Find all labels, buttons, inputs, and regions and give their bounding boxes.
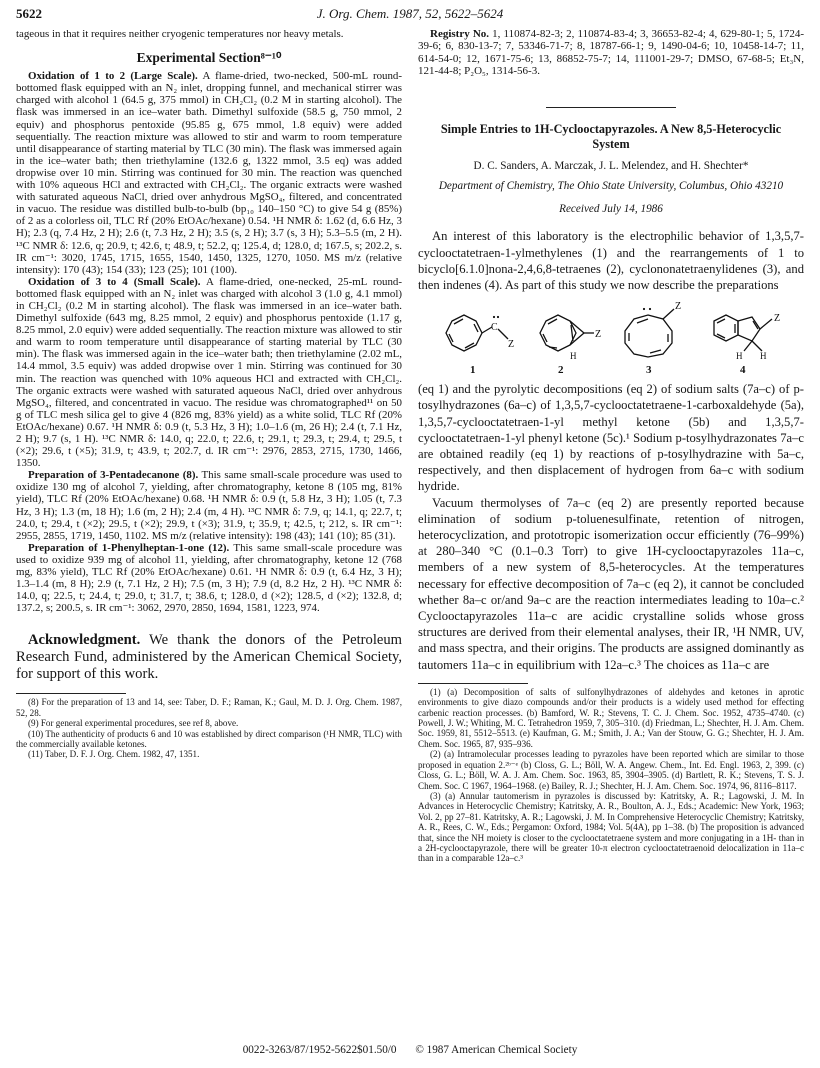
atom-z: Z [774,313,781,325]
acknowledgment-text: We thank the donors of the Petroleum Research Fund, administered by the American Chemical Society, for support of this work. [16,632,402,683]
footnote: (10) The authenticity of products 6 and 10 was established by direct comparison (¹H NMR, TLC) with the commercially available ketones. [16,728,402,750]
acknowledgment-title: Acknowledgment. [28,632,141,649]
atom-z: Z [508,339,515,351]
article-code: 0022-3263/87/1952-5622$01.50/0 [242,1044,397,1056]
article-divider [546,107,676,108]
registry-text: 1, 110874-82-3; 2, 110874-83-4; 3, 36653-82-4; 4, 629-80-1; 5, 1724-39-6; 6, 830-13-7; 7, 53346-71-7; 8, 18787-66-1; 9, 1490-04-6; 10, 10458-14-7; 11, 614-54-0; 12, 1671-75-6; 13, 86852-75-7; 14, 111001-29-7; DMSO, 67-68-5; Et₃N, 121-44-8; P₂O₅, 1314-56-3. [418,28,804,77]
procedure-text: A flame-dried, one-necked, 25-mL round-bottomed flask equipped with an N₂ inlet was charged with alcohol 3 (1.0 g, 4.1 mmol) in CH₂Cl₂ (0.2 M in starting alcohol). The flask was immersed in an ice–water bath. Dimethyl sulfoxide (643 mg, 8.25 mmol, 2 equiv) and phosphorus pentoxide (1.17 g, 8.25 mmol, 2.0 equiv) were added sequentially. The reaction mixture was allowed to stir and warm to room temperature until disappearance of starting material by TLC (30 min). The flask was immersed again in the ice–water bath; then triethylamine (2.02 mL, 14.4 mmol, 3.5 equiv) was added dropwise over 1 min. Stirring was continued for 30 min. The reaction was quenched with 10% aqueous HCl and extracted with CH₂Cl₂. The organic extracts were washed with saturated aqueous NaCl, dried over anhydrous MgSO₄, filtered, and concentrated in vacuo. The residue was chromatographed¹¹ on 50 g of TLC mesh silica gel to give 4 (826 mg, 83% yield) as a white solid, TLC Rf (20% EtOAc/hexane) 0.67. ¹H NMR δ: 0.9 (t, 5.3 Hz, 3 H); 1.0–1.6 (m, 26 H); 2.4 (t, 7.1 Hz, 2 H); 9.7 (s, 1 H). ¹³C NMR δ: 14.0, q; 22.0, t; 22.6, t; 29.1, t; 29.3, t; 29.4, t; 29.5, t (×2); 29.6, t (×5); 31.9, t; 43.9, t; 202.7, d. IR cm⁻¹: 2976, 2853, 2715, 1730, 1466, 1350. [16,275,402,470]
acknowledgment [16,632,402,683]
structure-1 [446,315,514,351]
footnote: (8) For the preparation of 13 and 14, see: Taber, D. F.; Raman, K.; Gaul, M. D. J. Org. Chem. 1987, 52, 28. [16,697,402,718]
atom-z: Z [595,329,602,341]
atom-h: H [760,351,767,362]
procedure-text: This same small-scale procedure was used to oxidize 939 mg of alcohol 11, yielding, after chromatography, ketone 12 (768 mg, 83% yield), TLC Rf (20% EtOAc/hexane) 0.61. ¹H NMR δ: 0.9 (t, 6.4 Hz, 3 H); 1.3–1.4 (m, 8 H); 2.9 (t, 7.1 Hz, 2 H); 7.5 (m, 3 H); 7.9 (d, 8.2 Hz, 2 H). ¹³C NMR δ: 14.0, q; 22.5, t; 24.4, t; 29.0, t; 31.7, t; 38.6, t; 128.0, d (×2); 128.5, d (×2); 132.8, d; 137.2, s; 200.5, s. IR cm⁻¹: 3062, 2970, 2850, 1694, 1581, 1223, 974. [16,541,402,615]
structure-label: 2 [558,364,564,377]
procedure-text: This same small-scale procedure was used to oxidize 130 mg of alcohol 7, yielding, after chromatography, ketone 8 (105 mg, 81% yield), TLC Rf (20% EtOAc/hexane) 0.68. ¹H NMR δ: 0.9 (t, 5.8 Hz, 3 H); 1.05 (t, 7.3 Hz, 3 H); 1.3 (m, 18 H); 1.6 (m, 2 H); 2.4 (m, 4 H). ¹³C NMR δ: 7.9, q; 14.1, q; 22.7, t; 24.0, t; 29.4, t (×2); 29.5, t (×2); 29.9, t (×3); 31.9, t; 35.9, t; 42.5, t; 212, s. IR cm⁻¹: 2955, 2855, 1719, 1450, 1102. MS m/z (relative intensity): 198 (43); 141 (10); 85 (31). [16,469,402,542]
footnote-divider [16,693,126,694]
structure-label: 3 [646,364,652,377]
registry-numbers [418,28,804,77]
footnote: (2) (a) Intramolecular processes leading to pyrazoles have been reported which are similar to those proposed in equation 2.²ᵇ⁻ᵉ (b) Closs, G. L.; Böll, W. A. Angew. Chem., Int. Ed. Engl. 1963, 2, 399. (c) Closs, G. L.; Böll, W. A. J. Am. Chem. Soc. 1963, 85, 3904–3905. (d) Bartlett, R. K.; Stevens, T. S. J. Chem. Soc. C 1967, 1964–1968. (e) Bailey, R. J.; Shechter, H. J. Am. Chem. Soc. 1974, 96, 8116–8117. [418,749,804,791]
structure-label: 1 [470,364,476,377]
footnote: (3) (a) Annular tautomerism in pyrazoles is discussed by: Katritsky, A. R.; Lagowski, J. M. In Advances in Heterocyclic Chemistry; Katritsky, A. R., Boulton, A. J., Eds.; Academic: New York, 1963; Vol. 2, pp 27–81. Katritsky, A. R.; Lagowski, J. M. In Comprehensive Heterocyclic Chemistry; Katritsky, A. R., Rees, C. W., Eds.; Pergamon: Oxford, 1984; Vol. 5(4A), pp 1–38. (b) The proposition is advanced that, since the NH moiety is closer to the cyclooctatetraene system and more conjugating in a 1H- than in a 2H-cyclooctapyrazole, there will be greater 10-π electron cyclooctatetraenoid delocalization in 11a–c than in a comparable 12a–c.³ [418,790,804,864]
experimental-heading: Experimental Section⁸⁻¹⁰ [136,50,282,66]
structure-4 [714,313,780,361]
structures-drawing [418,297,804,377]
procedure-pentadecanone [16,469,402,542]
structure-label: 4 [740,364,746,377]
procedure-title: Preparation of 3-Pentadecanone (8). [28,469,199,482]
page-number: 5622 [16,6,42,21]
procedure-phenylheptanone [16,542,402,615]
copyright: © 1987 American Chemical Society [415,1044,578,1056]
footnote-divider [418,683,528,684]
atom-z: Z [675,301,682,313]
footnote: (9) For general experimental procedures, see ref 8, above. [28,718,239,729]
footnote: (11) Taber, D. F. J. Org. Chem. 1982, 47, 1351. [28,749,200,760]
intro-continuation: tageous in that it requires neither cryogenic temperatures nor heavy metals. [16,28,344,40]
registry-title: Registry No. [430,28,490,40]
procedure-text: A flame-dried, two-necked, 500-mL round-bottomed flask equipped with an N₂ inlet, dropping funnel, and mechanical stirrer was charged with alcohol 1 (64.5 g, 375 mmol) in CH₂Cl₂ (0.2 M in starting alcohol). The flask was immersed in an ice–water bath. Dimethyl sulfoxide (58.5 g, 750 mmol, 2 equiv) and phosphorus pentoxide (95.85 g, 675 mmol, 1.8 equiv) were added sequentially. The reaction mixture was allowed to stir and warm to room temperature until disappearance of starting material by TLC (30 min). The flask was immersed again in the ice–water bath; then triethylamine (132.6 g, 1322 mmol, 3.5 eq) was added dropwise over 10 min. Stirring was continued for 30 min. The reaction was quenched with 10% aqueous HCl and extracted with CH₂Cl₂. The organic extracts were washed with saturated aqueous NaCl, dried over anhydrous MgSO₄, filtered, and concentrated in vacuo. The residue was distilled bulb-to-bulb (bp₁₀ 140–150 °C) to give 54 g (85%) of 2 as a colorless oil, TLC Rf (20% EtOAc/hexane) 0.54. ¹H NMR δ: 1.62 (d, 6.6 Hz, 3 H); 2.3 (q, 7.4 Hz, 2 H); 2.6 (t, 7.3 Hz, 2 H); 3.5 (s, 2 H); 3.7 (s, 3 H); 5.3–5.5 (m, 2 H). ¹³C NMR δ: 12.6, q; 20.9, t; 42.6, t; 48.9, t; 52.2, q; 125.4, d; 128.0, d; 167.5, s; 202.2, s. IR cm⁻¹: 3020, 1745, 1715, 1655, 1540, 1450, 1325, 1270, 1050. MS m/z (relative intensity): 170 (43); 154 (33); 123 (25); 101 (100). [16,70,402,276]
received-date: Received July 14, 1986 [559,203,663,216]
body-paragraph: An interest of this laboratory is the electrophilic behavior of 1,3,5,7-cyclooctatetraen-1-ylmethylenes (1) and the rearrangements of 1 to bicyclo[6.1.0]nona-2,4,6,8-tetraenes (2), cyclononatetraenylidenes (3), and then indenes (4). As part of this study we now describe the preparations [418,229,804,292]
atom-h: H [570,351,577,362]
left-column [16,28,402,760]
procedure-title: Preparation of 1-Phenylheptan-1-one (12). [28,541,230,554]
footnote: (1) (a) Decomposition of salts of sulfonylhydrazones of aldehydes and ketones in aprotic environments to give diazo compounds and/or their products is a widely used method for effecting carbenic reaction processes. (b) Bamford, W. R.; Stevens, T. C. J. Chem. Soc. 1952, 4735–4740. (c) Powell, J. W.; Whiting, M. C. Tetrahedron 1959, 7, 305–310. (d) Friedman, L.; Shechter, H. J. Am. Chem. Soc. 1959, 81, 5512–5513. (e) Kaufman, G. M.; Smith, J. A.; Van der Stouw, G. G.; Shechter, H. J. Am. Chem. Soc. 1965, 87, 935–936. [418,686,804,749]
running-header [16,6,804,24]
atom-c: C [491,322,498,334]
structures-figure [418,297,804,377]
article-authors: D. C. Sanders, A. Marczak, J. L. Melendez, and H. Shechter* [473,160,749,173]
structure-3 [625,301,681,357]
body-paragraph: Vacuum thermolyses of 7a–c (eq 2) are presently reported because elimination of sodium p-toluenesulfinate, retention of nitrogen, heterocyclization, and prototropic isomerization occur efficiently (76–99%) at 280–340 °C (0.1–0.3 Torr) to give 1H-cyclooctapyrazoles 11a–c, members of a new system of 8,5-heterocycles. At the temperatures necessary for effective decomposition of 7a–c (eq 2), it cannot be concluded whether 8a–c or/and 9a–c are the reaction intermediates leading to 10a–c.² Cyclooctapyrazoles 11a–c are acidic crystalline solids whose gross structures are derived from their elemental analyses, their IR, ¹H NMR, UV, and mass spectra, and their origins. The products are assigned dominantly as tautomers 11a–c in equilibrium with 12a–c.³ The choices as 11a–c are [418,495,804,672]
article-affiliation: Department of Chemistry, The Ohio State University, Columbus, Ohio 43210 [438,180,784,193]
article-title: Simple Entries to 1H-Cyclooctapyrazoles. A New 8,5-Heterocyclic System [440,122,782,151]
structure-2 [540,315,601,361]
journal-citation: J. Org. Chem. 1987, 52, 5622–5624 [316,6,504,21]
right-column [418,28,804,864]
procedure-title: Oxidation of 1 to 2 (Large Scale). [28,70,198,83]
procedure-title: Oxidation of 3 to 4 (Small Scale). [28,275,201,288]
page-footer [0,1044,820,1056]
procedure-oxidation-1-2 [16,70,402,276]
article-body [418,228,804,672]
procedure-oxidation-3-4 [16,276,402,470]
atom-h: H [736,351,743,362]
body-paragraph: (eq 1) and the pyrolytic decompositions (eq 2) of sodium salts (7a–c) of p-tosylhydrazones (6a–c) of 1,3,5,7-cyclooctatetraene-1-carboxaldehyde (5a), 1,3,5,7-cyclooctatetraen-1-yl methyl ketone (5b) and 1,3,5,7-cyclooctatetraen-1-yl phenyl ketone (5c).¹ Sodium p-tosylhydrazonates 7a–c are obtained readily (eq 1) by reactions of p-tosylhydrazine with 5a–c, respectively, and then displacement of hydrogen from 6a–c with sodium hydride. [418,382,804,494]
